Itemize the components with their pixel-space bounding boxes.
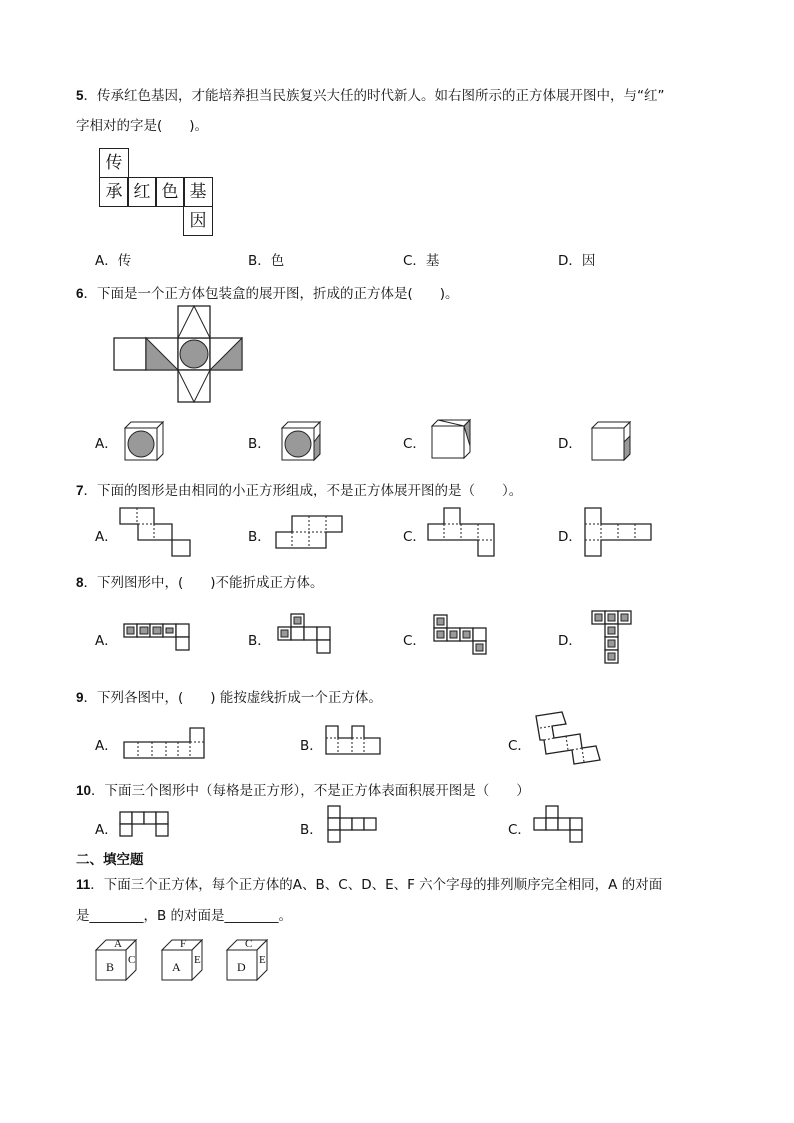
q5-net-cell: 基 [183,177,213,207]
q7-option-b[interactable]: B． [248,529,271,545]
q5-net-cell: 红 [127,177,157,207]
q7-text: 7．下面的图形是由相同的小正方形组成，不是正方体展开图的是（ ）。 [76,483,523,499]
q11-cube-2 [162,940,206,982]
q11-cube-1 [96,940,140,982]
q9-text: 9．下列各图中，( ) 能按虚线折成一个正方体。 [76,690,382,706]
q6-text: 6．下面是一个正方体包装盒的展开图，折成的正方体是( )。 [76,286,459,302]
q10-net-b [328,806,382,846]
q11-text-line1: 11．下面三个正方体，每个正方体的A、B、C、D、E、F 六个字母的排列顺序完全相同，A 的对面 [76,877,663,893]
q6-net-figure [114,306,244,402]
q5-net-cell: 因 [183,206,213,236]
q5-net-cell: 色 [155,177,185,207]
q6-cube-b [282,422,324,462]
q5-option-d[interactable]: D．因 [558,253,596,269]
q7-option-c[interactable]: C． [403,529,426,545]
q11-cube-3-front-label: D [237,960,246,974]
q8-option-d[interactable]: D． [558,633,582,649]
q10-text: 10．下面三个图形中（每格是正方形），不是正方体表面积展开图是（ ） [76,783,530,799]
q11-cube-1-top-label: A [114,938,122,950]
q8-option-b[interactable]: B． [248,633,271,649]
q5-net-cell: 承 [99,177,129,207]
q8-number: 8 [76,575,84,590]
q7-net-a [120,508,192,558]
q5-net-cell: 传 [99,148,129,178]
q5-number: 5 [76,88,84,103]
q11-cube-1-side-label: C [128,954,136,966]
q6-option-c[interactable]: C． [403,436,426,452]
q9-net-b [326,726,386,760]
q6-option-d[interactable]: D． [558,436,582,452]
q6-number: 6 [76,286,84,301]
q7-option-a[interactable]: A． [95,529,118,545]
q11-number: 11 [76,877,91,892]
q7-number: 7 [76,483,84,498]
q10-number: 10 [76,783,92,798]
q7-net-d [585,508,655,558]
q11-cube-2-top-label: F [180,938,187,950]
q5-text-line2: 字相对的字是( )。 [76,118,209,134]
q11-cube-3-side-label: E [259,954,266,966]
q11-cube-1-front-label: B [106,960,115,974]
q9-option-c[interactable]: C． [508,738,531,754]
q8-text: 8．下列图形中，( )不能折成正方体。 [76,575,324,591]
q9-number: 9 [76,690,84,705]
q6-cube-a [125,422,167,462]
q9-net-c [534,712,604,766]
q8-net-d [592,611,636,671]
q5-option-a[interactable]: A．传 [95,253,132,269]
section-title: 二、填空题 [76,852,144,868]
q5-option-c[interactable]: C．基 [403,253,440,269]
q7-option-d[interactable]: D． [558,529,582,545]
q11-cube-3 [227,940,271,982]
q6-option-b[interactable]: B． [248,436,271,452]
q5-option-b[interactable]: B．色 [248,253,285,269]
q8-net-b [278,614,334,658]
q10-option-a[interactable]: A． [95,822,118,838]
q8-option-c[interactable]: C． [403,633,426,649]
q11-cube-2-front-label: A [172,960,181,974]
q7-net-b [276,516,346,552]
q6-cube-c [432,420,474,460]
q10-net-c [534,806,588,846]
q10-net-a [120,812,176,840]
q8-net-c [434,615,490,659]
q7-net-c [428,508,498,558]
q9-net-a [124,728,208,762]
q10-option-c[interactable]: C． [508,822,531,838]
q9-option-b[interactable]: B． [300,738,323,754]
q11-cube-2-side-label: E [194,954,201,966]
q6-cube-d [592,422,634,462]
q9-option-a[interactable]: A． [95,738,118,754]
q8-net-a [124,624,194,654]
q11-cube-3-top-label: C [245,938,253,950]
q5-text-line1: 5．传承红色基因，才能培养担当民族复兴大任的时代新人。如右图所示的正方体展开图中，与“红” [76,88,665,104]
q6-option-a[interactable]: A． [95,436,118,452]
q11-text-line2: 是________，B 的对面是________。 [76,908,293,924]
q10-option-b[interactable]: B． [300,822,323,838]
q8-option-a[interactable]: A． [95,633,118,649]
